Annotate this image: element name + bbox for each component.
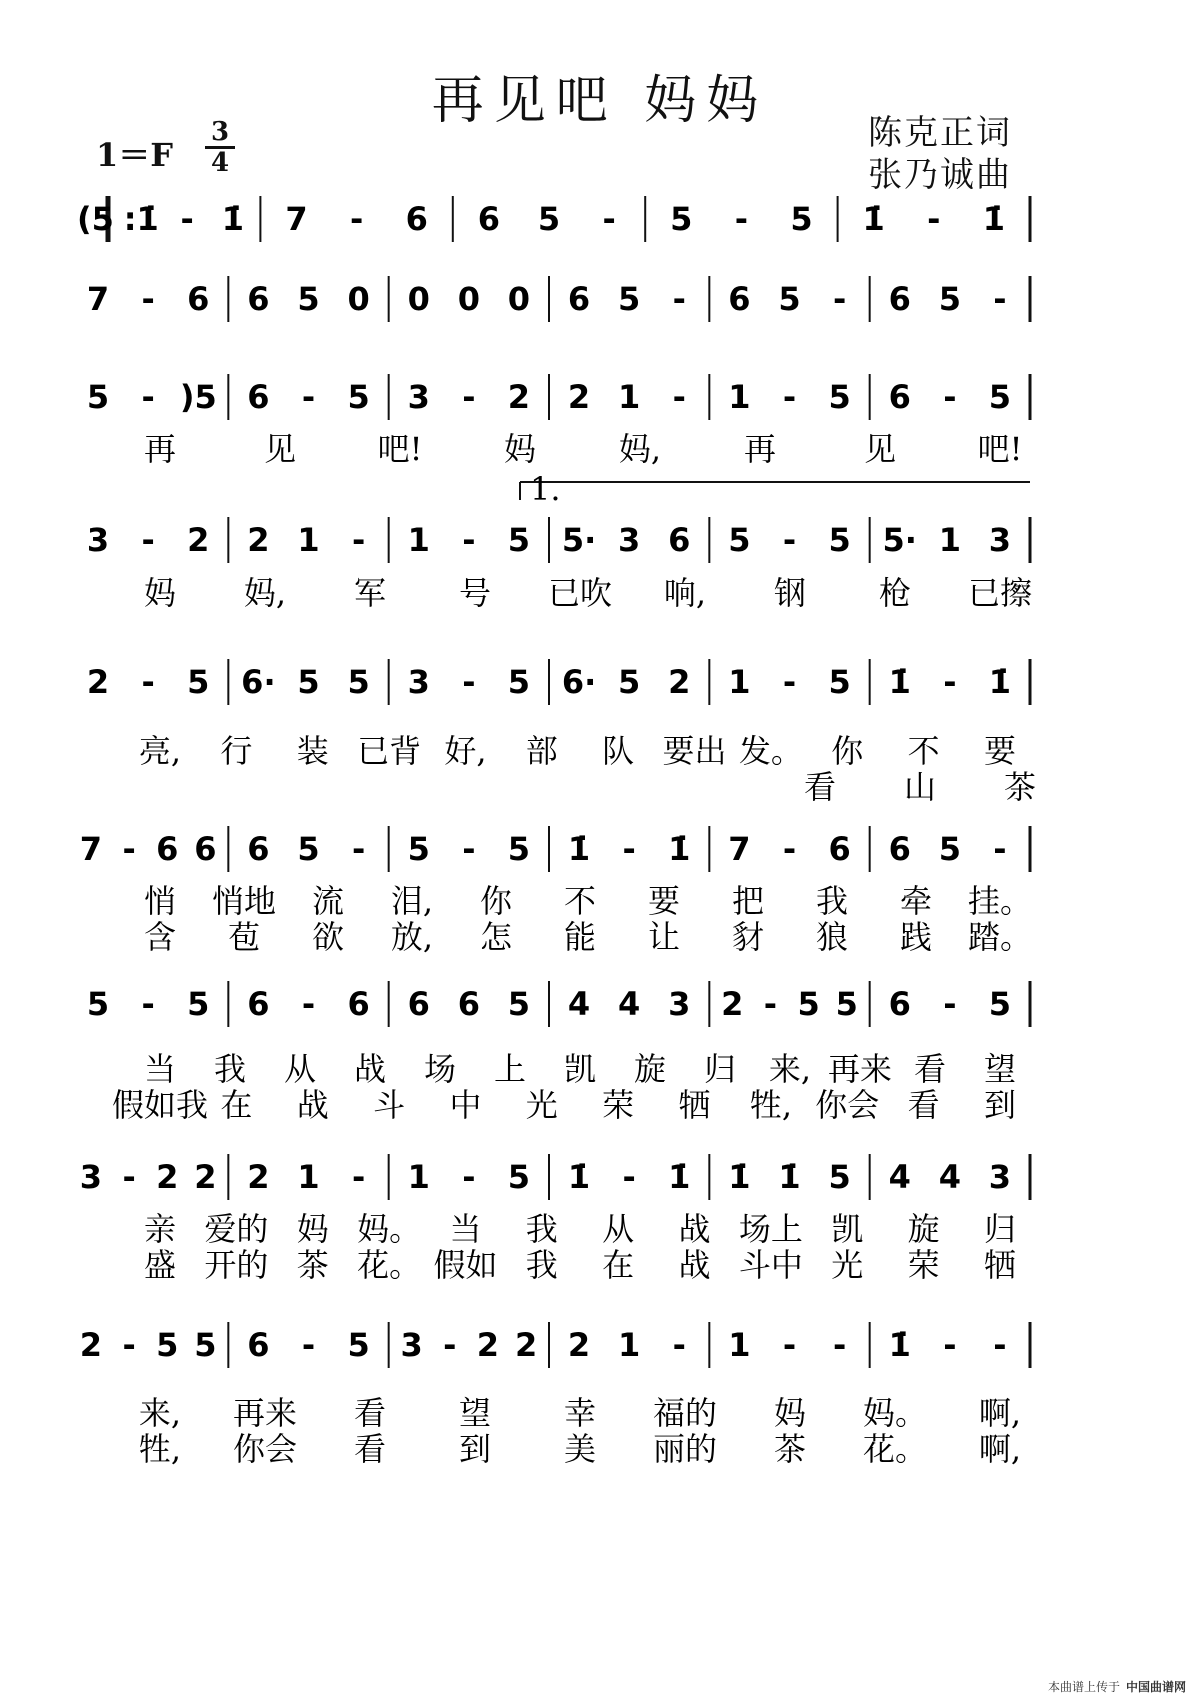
- note: 0: [507, 280, 531, 318]
- lyric: 悄地: [211, 882, 277, 920]
- note: 6: [247, 378, 270, 416]
- note: -: [763, 985, 778, 1023]
- note: 5: [507, 663, 531, 701]
- note: -: [462, 521, 476, 559]
- lyric: 牵: [899, 882, 933, 920]
- note: 6: [828, 830, 851, 868]
- volta-label: 1.: [530, 470, 561, 508]
- note: 6: [247, 280, 270, 318]
- lyric: 能: [563, 918, 597, 956]
- note: 5: [297, 830, 320, 868]
- lyric: 吧!: [377, 430, 423, 468]
- lyric: 在: [602, 1246, 635, 1284]
- lyric: 妈: [503, 430, 537, 468]
- lyric: 茶: [773, 1430, 807, 1468]
- note: 1̇: [567, 830, 591, 868]
- time-signature-bottom: 4: [205, 146, 235, 177]
- note: 6: [194, 830, 217, 868]
- lyric: 假如: [433, 1246, 498, 1284]
- lyric: 苞: [227, 918, 261, 956]
- note: -: [832, 1326, 847, 1364]
- note: 1: [618, 378, 641, 416]
- note: 3: [407, 663, 430, 701]
- note: 6: [668, 521, 691, 559]
- note: 1: [728, 378, 751, 416]
- lyric: 再来: [232, 1394, 298, 1432]
- lyric: 当: [143, 1050, 177, 1088]
- lyric: 归: [703, 1050, 737, 1088]
- song-title: 再见吧 妈妈: [431, 71, 769, 131]
- note: 2: [194, 1158, 217, 1196]
- note: :1̇: [123, 200, 159, 238]
- lyric: 装: [296, 732, 329, 770]
- note: -: [351, 521, 366, 559]
- lyric: 再: [743, 430, 777, 468]
- note: -: [622, 1158, 636, 1196]
- lyric: 来,: [138, 1394, 182, 1432]
- note: 6: [888, 985, 911, 1023]
- note: 3: [988, 521, 1012, 559]
- note: 5: [507, 830, 531, 868]
- note: 5: [194, 1326, 217, 1364]
- note: 3: [79, 1158, 103, 1196]
- note: 5: [828, 1158, 851, 1196]
- note: 3: [668, 985, 691, 1023]
- note: 2: [247, 521, 270, 559]
- note: 6·: [561, 663, 597, 701]
- lyric: 把: [731, 882, 765, 920]
- lyric: 看: [353, 1430, 387, 1468]
- lyric: 泪,: [390, 882, 434, 920]
- note: 2: [514, 1326, 538, 1364]
- lyric: 牲,: [138, 1430, 182, 1468]
- lyric: 啊,: [978, 1394, 1022, 1432]
- lyric: 部: [525, 732, 558, 770]
- note: 5: [407, 830, 430, 868]
- note: 5·: [882, 521, 917, 559]
- footer-watermark: [1048, 1678, 1186, 1695]
- note: 5: [938, 830, 961, 868]
- note: 5: [835, 985, 858, 1023]
- note: -: [672, 378, 686, 416]
- lyric: 场上: [738, 1210, 803, 1248]
- lyric: 我: [525, 1246, 558, 1284]
- lyric: 要: [647, 882, 681, 920]
- note: 5: [86, 985, 110, 1023]
- note: 6: [728, 280, 751, 318]
- note: -: [832, 280, 847, 318]
- lyric: 悄: [143, 882, 177, 920]
- note: -: [301, 985, 316, 1023]
- note: 2: [507, 378, 531, 416]
- note: -: [122, 1326, 136, 1364]
- note: 5: [347, 1326, 370, 1364]
- lyric: 你会: [815, 1086, 880, 1124]
- note: 4: [888, 1158, 911, 1196]
- lyric: 要: [983, 732, 1017, 770]
- note: 1̇: [982, 200, 1006, 238]
- lyric: 开的: [204, 1246, 269, 1284]
- lyric: 含: [143, 918, 177, 956]
- lyric: 响,: [663, 574, 707, 612]
- note: 1: [728, 1326, 751, 1364]
- lyric: 你: [479, 882, 513, 920]
- note: 7: [86, 280, 110, 318]
- lyric: 已擦: [967, 574, 1033, 612]
- lyric: 挂。: [967, 882, 1033, 920]
- note: -: [462, 663, 476, 701]
- lyric: 号: [458, 574, 492, 612]
- note: 6: [567, 280, 591, 318]
- lyric: 望: [458, 1394, 492, 1432]
- note: 1: [297, 1158, 320, 1196]
- note: 6: [888, 280, 911, 318]
- lyric: 爱的: [204, 1210, 269, 1248]
- lyric: 不: [563, 882, 597, 920]
- note: 1: [407, 1158, 430, 1196]
- note: -: [462, 1158, 476, 1196]
- note: 3: [400, 1326, 423, 1364]
- lyric: 归: [983, 1210, 1017, 1248]
- note: 2: [721, 985, 744, 1023]
- lyric: 怎: [479, 918, 513, 956]
- lyric: 福的: [652, 1394, 718, 1432]
- lyric: 光: [525, 1086, 558, 1124]
- lyric: 妈: [773, 1394, 807, 1432]
- note: -: [943, 1326, 957, 1364]
- lyric: 从: [602, 1210, 635, 1248]
- note: 5: [938, 280, 961, 318]
- note: -: [351, 1158, 366, 1196]
- lyric: 牺: [678, 1086, 711, 1124]
- note: 7: [285, 200, 308, 238]
- lyric: 美: [563, 1430, 597, 1468]
- lyric: 茶: [1003, 768, 1037, 806]
- lyric: 见: [263, 430, 297, 468]
- lyric: 茶: [296, 1246, 329, 1284]
- key-signature: 1＝F: [96, 136, 173, 174]
- note: -: [782, 830, 797, 868]
- lyric: 旋: [633, 1050, 667, 1088]
- note: 7: [79, 830, 103, 868]
- lyric: 见: [863, 430, 897, 468]
- lyric: 花。: [357, 1246, 422, 1284]
- lyric: 幸: [563, 1394, 597, 1432]
- note: -: [141, 985, 155, 1023]
- lyric: 来,: [768, 1050, 812, 1088]
- note: 2: [79, 1326, 103, 1364]
- note: 4: [938, 1158, 961, 1196]
- note: -: [734, 200, 749, 238]
- note: 2: [156, 1158, 179, 1196]
- note: 5: [778, 280, 801, 318]
- note: 4: [618, 985, 641, 1023]
- lyric: 从: [283, 1050, 317, 1088]
- note: -: [141, 280, 155, 318]
- lyric: 豺: [731, 918, 765, 956]
- note: 1̇: [778, 1158, 801, 1196]
- note: -: [672, 280, 686, 318]
- note: 5: [988, 378, 1012, 416]
- lyric: 亮,: [138, 732, 182, 770]
- note: 5: [297, 663, 320, 701]
- lyric: 妈,: [243, 574, 287, 612]
- note: -: [141, 378, 155, 416]
- lyric: 发。: [738, 732, 803, 770]
- lyric: 看: [907, 1086, 940, 1124]
- lyric: 凯: [563, 1050, 597, 1088]
- note: 1̇: [728, 1158, 751, 1196]
- note: -: [141, 663, 155, 701]
- note: 2: [86, 663, 110, 701]
- lyric: 望: [983, 1050, 1017, 1088]
- note: -: [622, 830, 636, 868]
- note: 1̇: [668, 830, 691, 868]
- lyric: 欲: [311, 918, 345, 956]
- lyric: 上: [493, 1050, 527, 1088]
- note: -: [301, 378, 316, 416]
- footer-site: 中国曲谱网: [1125, 1680, 1186, 1694]
- note: 6: [405, 200, 428, 238]
- note: 7: [728, 830, 751, 868]
- note: 5: [507, 985, 531, 1023]
- lyric: 我: [213, 1050, 247, 1088]
- lyric: 军: [353, 574, 387, 612]
- note: -: [782, 378, 797, 416]
- lyric: 我: [815, 882, 849, 920]
- lyric: 旋: [907, 1210, 940, 1248]
- lyric: 盛: [143, 1246, 177, 1284]
- note: 1̇: [988, 663, 1012, 701]
- note: 1̇: [888, 663, 911, 701]
- note: -: [462, 378, 476, 416]
- lyric: 斗: [373, 1086, 406, 1124]
- lyric: 践: [899, 918, 933, 956]
- note: 2: [567, 1326, 591, 1364]
- note: 5: [618, 663, 641, 701]
- note: 6: [888, 830, 911, 868]
- lyric: 看: [913, 1050, 947, 1088]
- composer-credit: 张乃诚曲: [868, 155, 1012, 195]
- note: 1: [938, 521, 961, 559]
- note: 3: [407, 378, 430, 416]
- note: 5: [790, 200, 813, 238]
- time-signature-top: 3: [210, 117, 230, 147]
- lyric: 妈: [296, 1210, 329, 1248]
- lyric: 让: [647, 918, 681, 956]
- note: 1̇: [221, 200, 245, 238]
- note: 5: [187, 663, 210, 701]
- note: 2: [247, 1158, 270, 1196]
- lyric: 妈。: [862, 1394, 928, 1432]
- lyric: 牲,: [749, 1086, 793, 1124]
- lyric: 亲: [143, 1210, 177, 1248]
- lyric: 场: [423, 1050, 457, 1088]
- note: 3: [988, 1158, 1012, 1196]
- note: 1̇: [567, 1158, 591, 1196]
- lyric: 当: [449, 1210, 482, 1248]
- lyric: 荣: [602, 1086, 635, 1124]
- lyric: 光: [831, 1246, 864, 1284]
- lyric: 战: [353, 1050, 387, 1088]
- lyric: 啊,: [978, 1430, 1022, 1468]
- lyric: 妈。: [357, 1210, 422, 1248]
- note: -: [602, 200, 616, 238]
- note: 1: [728, 663, 751, 701]
- note: -: [993, 830, 1007, 868]
- lyric: 山: [903, 768, 937, 806]
- note: 1: [407, 521, 430, 559]
- lyric: 假如我: [111, 1086, 209, 1124]
- note: 6: [187, 280, 210, 318]
- lyric: 你: [831, 732, 864, 770]
- note: -: [782, 521, 797, 559]
- note: 5: [187, 985, 210, 1023]
- lyric: 在: [220, 1086, 253, 1124]
- note: 1̇: [862, 200, 885, 238]
- lyric: 我: [525, 1210, 558, 1248]
- note: 0: [457, 280, 480, 318]
- note: 5: [618, 280, 641, 318]
- lyric: 钢: [773, 574, 807, 612]
- lyric: 已吹: [547, 574, 613, 612]
- note: -: [782, 663, 797, 701]
- note: 2: [668, 663, 691, 701]
- lyric: 看: [353, 1394, 387, 1432]
- note: 5: [797, 985, 820, 1023]
- lyric: 到: [983, 1086, 1017, 1124]
- note: 6: [247, 830, 270, 868]
- note: -: [351, 830, 366, 868]
- note: -: [993, 1326, 1007, 1364]
- lyric: 荣: [907, 1246, 940, 1284]
- note: 3: [618, 521, 641, 559]
- lyric: 战: [678, 1246, 711, 1284]
- lyric: 凯: [831, 1210, 864, 1248]
- note: 5: [988, 985, 1012, 1023]
- note: 4: [567, 985, 591, 1023]
- note: -: [927, 200, 941, 238]
- note: 5: [828, 663, 851, 701]
- lyric: 要出: [662, 732, 727, 770]
- note: -: [349, 200, 364, 238]
- note: 6: [407, 985, 430, 1023]
- note: 6: [247, 1326, 270, 1364]
- lyric: 流: [311, 882, 345, 920]
- lyric: 狼: [815, 918, 849, 956]
- lyric: 妈: [143, 574, 177, 612]
- note: 5: [347, 663, 370, 701]
- note: 5: [86, 378, 110, 416]
- note: 1̇: [888, 1326, 911, 1364]
- note: -: [122, 830, 136, 868]
- lyric: 战: [296, 1086, 329, 1124]
- note: -: [993, 280, 1007, 318]
- lyricist-credit: 陈克正词: [868, 113, 1012, 153]
- note: 5: [507, 521, 531, 559]
- note: -: [443, 1326, 457, 1364]
- lyric: 妈,: [618, 430, 662, 468]
- lyric: 看: [803, 768, 837, 806]
- lyric: 已背: [357, 732, 422, 770]
- note: -: [122, 1158, 136, 1196]
- lyric: 战: [678, 1210, 711, 1248]
- footer-text: 本曲谱上传于: [1047, 1680, 1120, 1694]
- lyric: 踏。: [967, 918, 1033, 956]
- note: 5: [156, 1326, 179, 1364]
- note: 5: [537, 200, 561, 238]
- note: 6·: [241, 663, 276, 701]
- note: 5: [670, 200, 693, 238]
- note: 5: [507, 1158, 531, 1196]
- lyric: 丽的: [652, 1430, 718, 1468]
- note: 1: [618, 1326, 641, 1364]
- note: -: [301, 1326, 316, 1364]
- note: -: [141, 521, 155, 559]
- lyric: 你会: [232, 1430, 298, 1468]
- note: 2: [187, 521, 210, 559]
- lyric: 再: [143, 430, 177, 468]
- note: 5: [347, 378, 370, 416]
- note: -: [943, 378, 957, 416]
- note: 6: [247, 985, 270, 1023]
- lyric: 行: [220, 732, 253, 770]
- note: 6: [888, 378, 911, 416]
- note: -: [180, 200, 194, 238]
- lyric: 再来: [827, 1050, 893, 1088]
- note: 1̇: [668, 1158, 691, 1196]
- note: 6: [457, 985, 480, 1023]
- lyric: 吧!: [977, 430, 1023, 468]
- lyric: 花。: [862, 1430, 928, 1468]
- note: -: [462, 830, 476, 868]
- note: 2: [567, 378, 591, 416]
- lyric: 到: [458, 1430, 492, 1468]
- lyric: 枪: [878, 574, 912, 612]
- lyric: 好,: [444, 732, 487, 770]
- note: -: [943, 663, 957, 701]
- note: -: [672, 1326, 686, 1364]
- note: 6: [477, 200, 501, 238]
- lyric: 中: [449, 1086, 482, 1124]
- note: 3: [86, 521, 110, 559]
- note: 1: [297, 521, 320, 559]
- note: )5: [179, 378, 217, 416]
- note: 5: [297, 280, 320, 318]
- note: 5: [828, 378, 851, 416]
- lyric: 牺: [983, 1246, 1017, 1284]
- lyric: 不: [907, 732, 940, 770]
- lyric: 斗中: [738, 1246, 803, 1284]
- note: 5: [828, 521, 851, 559]
- lyric: 放,: [390, 918, 434, 956]
- note: 2: [476, 1326, 500, 1364]
- note: 5: [728, 521, 751, 559]
- lyric: 队: [602, 732, 635, 770]
- note: -: [782, 1326, 797, 1364]
- note: 6: [347, 985, 370, 1023]
- note: 0: [407, 280, 430, 318]
- note: 5·: [561, 521, 597, 559]
- note: 0: [347, 280, 370, 318]
- note: -: [943, 985, 957, 1023]
- note: (5: [77, 200, 114, 238]
- note: 6: [156, 830, 179, 868]
